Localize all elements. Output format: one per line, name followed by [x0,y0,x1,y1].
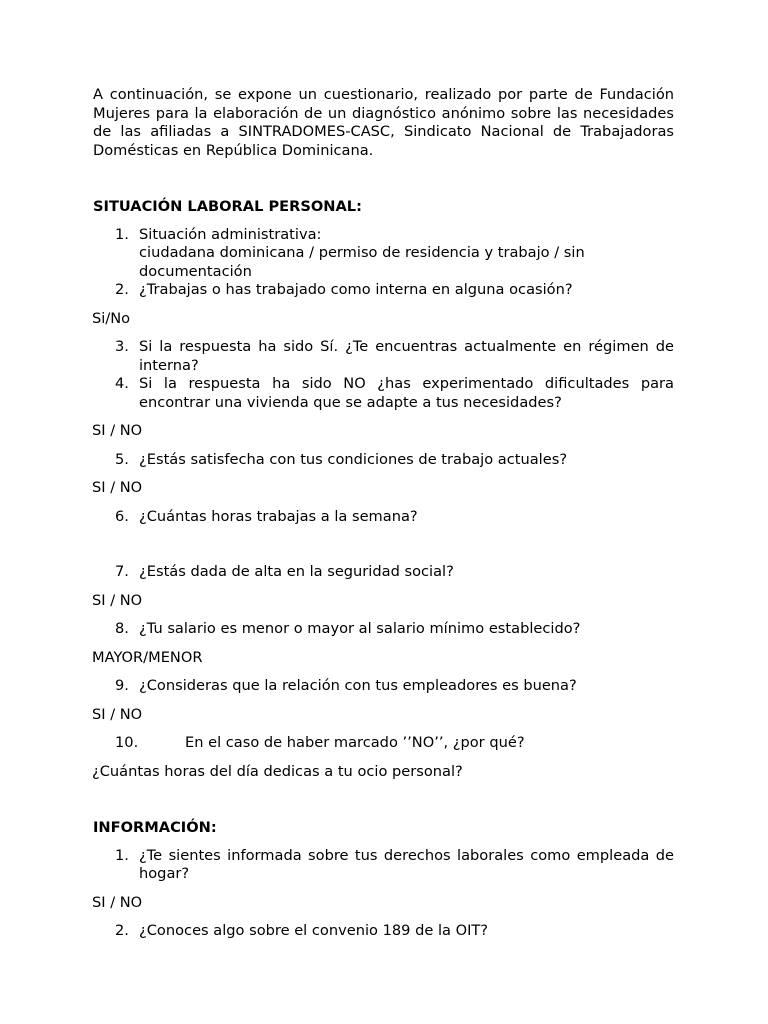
answer-options: SI / NO [92,422,143,439]
question-10 [93,734,674,753]
question-11: ¿Cuántas horas del día dedicas a tu ocio personal? [92,762,463,780]
answer-options: SI / NO [92,591,143,609]
answer-options: Si/No [92,309,131,327]
question-text: Si la respuesta ha sido NO ¿has experimentado dificultades para encontrar una vivienda que se adapte a tus necesidades? [139,375,674,411]
section-title-situacion-laboral: SITUACIÓN LABORAL PERSONAL: [93,198,362,215]
answer-options: SI / NO [92,705,143,723]
question-number: 1. [115,846,129,864]
question-number: 2. [115,281,129,298]
question-number: 10. [115,734,139,751]
question-text: ¿Te sientes informada sobre tus derechos laborales como empleada de hogar? [139,846,674,882]
question-text: ¿Estás satisfecha con tus condiciones de trabajo actuales? [139,450,568,468]
question-number: 4. [115,375,129,392]
question-number: 1. [115,225,129,243]
question-text: Situación administrativa: [139,225,322,243]
question-2 [93,281,674,300]
question-8 [93,620,674,639]
question-6 [93,508,674,527]
question-number: 2. [115,922,129,939]
answer-options: SI / NO [92,893,143,911]
question-text: ¿Trabajas o has trabajado como interna en alguna ocasión? [139,281,573,298]
question-options: ciudadana dominicana / permiso de residencia y trabajo / sin documentación [139,244,585,280]
question-text: ¿Tu salario es menor o mayor al salario mínimo establecido? [139,620,581,637]
intro-paragraph: A continuación, se expone un cuestionario, realizado por parte de Fundación Mujeres para la elaboración de un diagnóstico anónimo sobre las necesidades de las afiliadas a SINTRADOMES-CASC, Sindicato Nacional de Trabajadoras Domésticas en República Dominicana. [93,86,674,159]
question-number: 6. [115,507,129,525]
document-page [93,86,674,941]
question-number: 3. [115,338,129,355]
question-text: ¿Estás dada de alta en la seguridad social? [139,563,454,580]
question-text: ¿Conoces algo sobre el convenio 189 de la OIT? [139,922,489,939]
info-question-2 [93,922,674,941]
question-text: ¿Consideras que la relación con tus empleadores es buena? [139,677,577,694]
question-9 [93,677,674,696]
question-number: 7. [115,563,129,580]
question-number: 8. [115,620,129,637]
question-text: Si la respuesta ha sido Sí. ¿Te encuentras actualmente en régimen de interna? [139,338,674,374]
question-7 [93,563,674,582]
answer-options: MAYOR/MENOR [92,648,203,666]
question-3 [93,338,674,375]
question-1 [93,226,674,282]
question-4 [93,375,674,412]
info-question-1 [93,847,674,884]
question-number: 5. [115,450,129,468]
question-text: En el caso de haber marcado ’’NO’’, ¿por qué? [185,734,525,751]
section-title-informacion: INFORMACIÓN: [93,819,217,836]
question-5 [93,451,674,470]
answer-options: SI / NO [92,479,143,496]
question-number: 9. [115,677,129,694]
question-text: ¿Cuántas horas trabajas a la semana? [139,507,418,525]
